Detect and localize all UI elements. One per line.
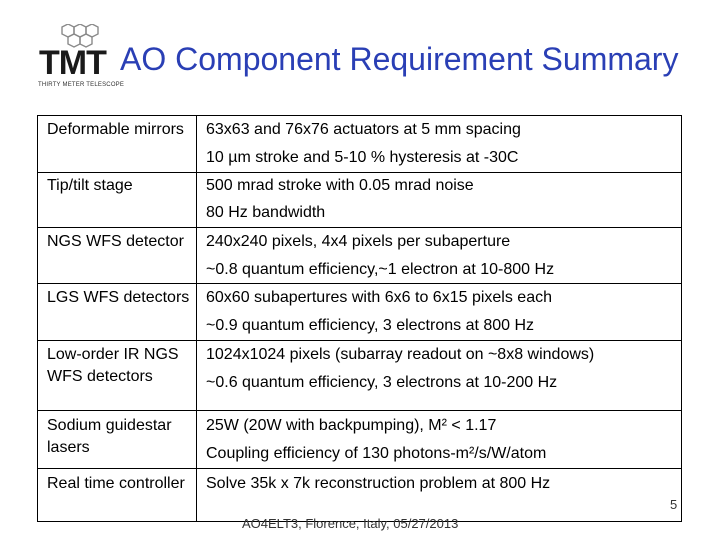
requirements-table xyxy=(37,115,682,522)
requirement-line: 10 µm stroke and 5-10 % hysteresis at -30C xyxy=(206,149,519,166)
requirement-line: ~0.6 quantum efficiency, 3 electrons at 10-200 Hz xyxy=(206,374,558,391)
requirement-line: Solve 35k x 7k reconstruction problem at 800 Hz xyxy=(206,475,551,492)
component-name: Real time controller xyxy=(47,475,185,492)
component-name: Tip/tilt stage xyxy=(47,177,133,194)
requirement-line: 1024x1024 pixels (subarray readout on ~8x8 windows) xyxy=(206,346,595,363)
logo-name: THIRTY METER TELESCOPE xyxy=(38,82,125,88)
component-name: LGS WFS detectors xyxy=(47,289,190,306)
tmt-logo xyxy=(36,24,132,92)
component-name: NGS WFS detector xyxy=(47,233,184,250)
component-name: Sodium guidestar lasers xyxy=(47,417,172,456)
footer-text: AO4ELT3, Florence, Italy, 05/27/2013 xyxy=(242,516,459,531)
table-row xyxy=(38,341,681,410)
requirement-line: Coupling efficiency of 130 photons-m²/s/W/atom xyxy=(206,445,547,462)
requirement-line: ~0.9 quantum efficiency, 3 electrons at 800 Hz xyxy=(206,317,535,334)
requirement-line: 60x60 subapertures with 6x6 to 6x15 pixels each xyxy=(206,289,552,306)
page-title: AO Component Requirement Summary xyxy=(120,41,679,77)
table-row xyxy=(38,228,681,283)
requirement-line: ~0.8 quantum efficiency,~1 electron at 10-800 Hz xyxy=(206,261,555,278)
component-name: Deformable mirrors xyxy=(47,121,184,138)
requirement-line: 500 mrad stroke with 0.05 mrad noise xyxy=(206,177,474,194)
table-row xyxy=(38,284,681,340)
requirement-line: 240x240 pixels, 4x4 pixels per subaperture xyxy=(206,233,511,250)
requirement-line: 25W (20W with backpumping), M² < 1.17 xyxy=(206,417,497,434)
table-row xyxy=(38,411,681,468)
requirement-line: 80 Hz bandwidth xyxy=(206,204,326,221)
logo-abbrev: TMT xyxy=(39,44,106,82)
page-number: 5 xyxy=(670,497,678,512)
table-row xyxy=(38,469,681,521)
table-row xyxy=(38,116,681,172)
table-row xyxy=(38,173,681,227)
component-name: Low-order IR NGS WFS detectors xyxy=(47,346,179,385)
requirement-line: 63x63 and 76x76 actuators at 5 mm spacing xyxy=(206,121,521,138)
